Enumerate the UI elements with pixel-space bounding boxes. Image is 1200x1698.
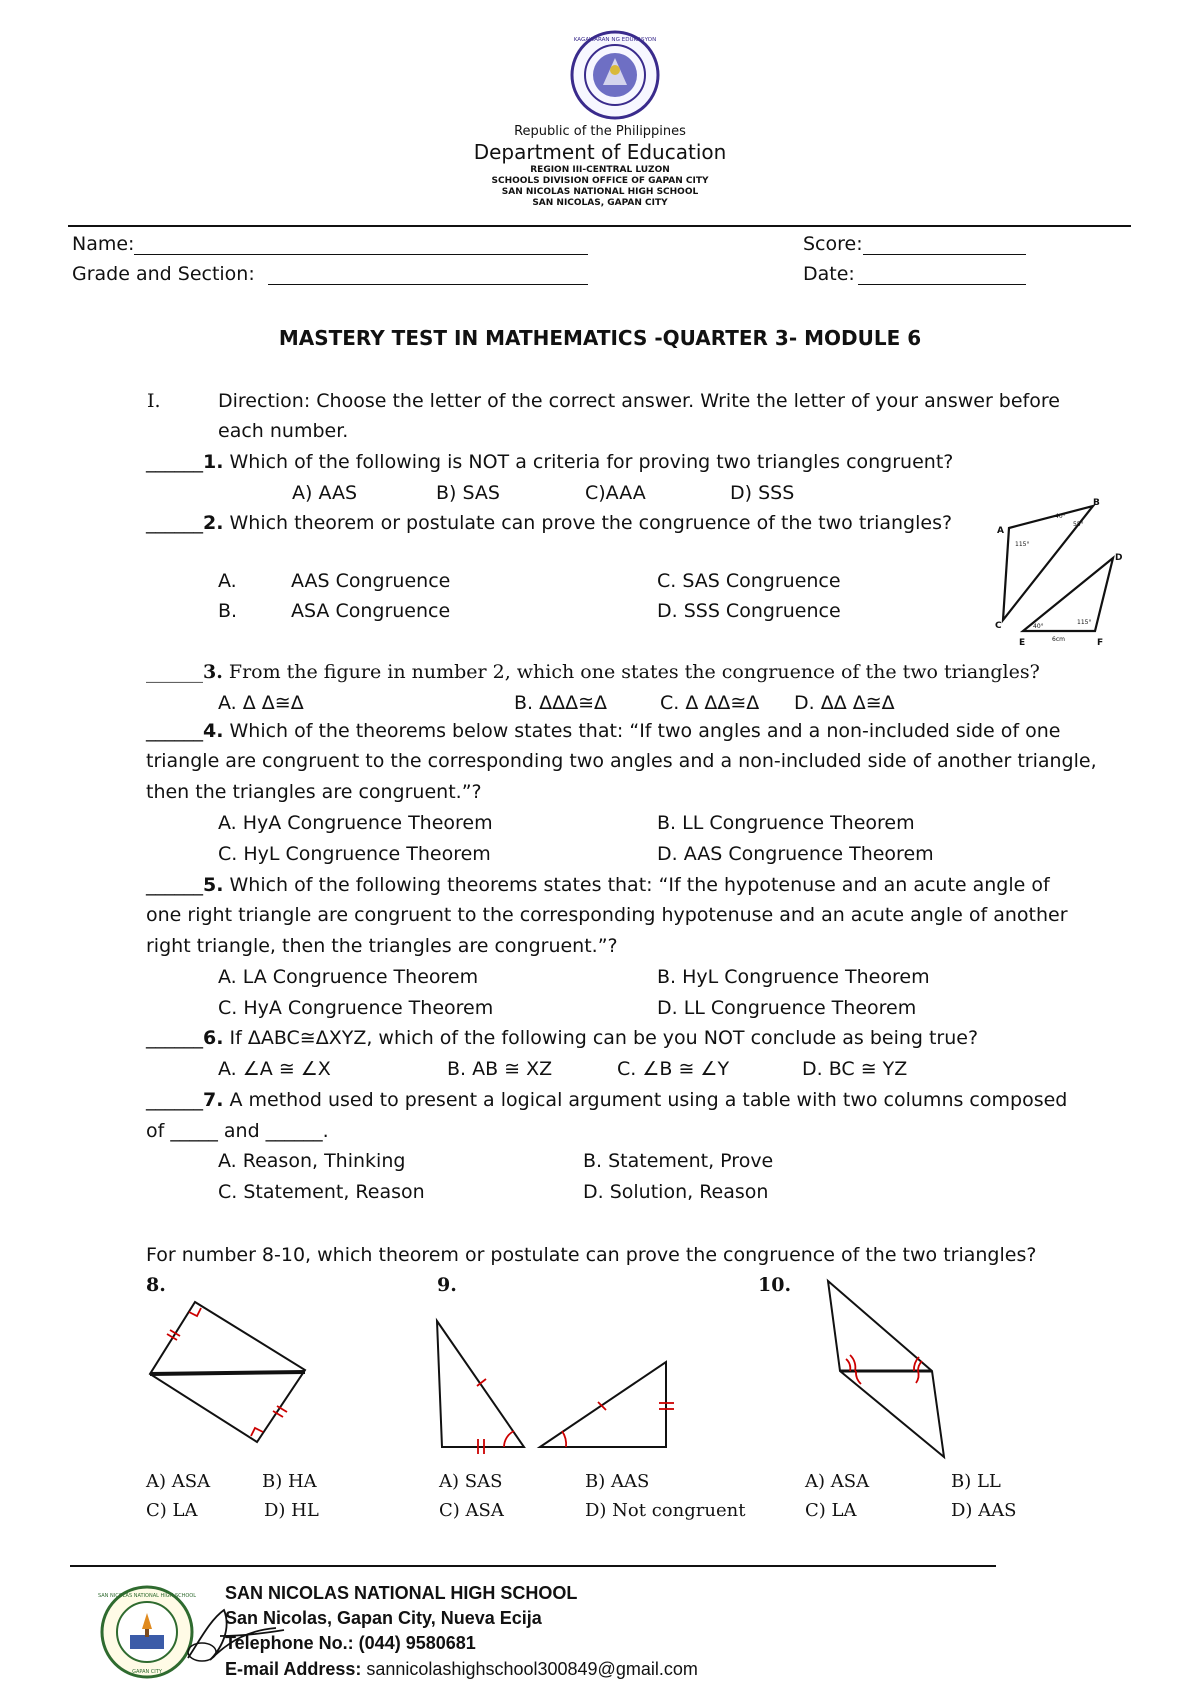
department-title: Department of Education xyxy=(473,140,727,164)
angle-label: 40° xyxy=(1055,513,1066,520)
q8-number: 8. xyxy=(146,1274,166,1296)
vertex-c: C xyxy=(995,621,1002,631)
q2-option-b[interactable]: ASA Congruence xyxy=(291,600,451,622)
vertex-a: A xyxy=(997,526,1004,536)
answer-blank[interactable]: ______ xyxy=(146,1027,203,1049)
q8-figure xyxy=(145,1300,315,1450)
direction-line-1: Direction: Choose the letter of the correct answer. Write the letter of your answer before xyxy=(218,390,1060,412)
question-2 xyxy=(146,512,952,534)
direction-line-2: each number. xyxy=(218,420,349,442)
q2-option-b-letter: B. xyxy=(218,600,238,622)
angle-label: 40° xyxy=(1033,623,1044,630)
q2-option-a-letter: A. xyxy=(218,570,237,592)
email-label: E-mail Address: xyxy=(225,1659,362,1679)
q4-text-line-2: triangle are congruent to the corresponding two angles and a non-included side of another triangle, xyxy=(146,750,1097,772)
q5-text-line-3: right triangle, then the triangles are congruent.”? xyxy=(146,935,618,957)
q1-option-c[interactable]: C)AAA xyxy=(585,482,646,504)
name-label: Name: xyxy=(72,233,135,255)
question-text: If ΔABC≅ΔXYZ, which of the following can be you NOT conclude as being true? xyxy=(223,1027,979,1049)
q5-option-d[interactable]: D. LL Congruence Theorem xyxy=(657,997,917,1019)
q8-option-d[interactable]: D) HL xyxy=(264,1500,319,1521)
answer-blank[interactable]: ______ xyxy=(146,720,203,742)
q1-option-b[interactable]: B) SAS xyxy=(436,482,500,504)
q7-text-line-2: of _____ and ______. xyxy=(146,1120,329,1142)
q4-option-b[interactable]: B. LL Congruence Theorem xyxy=(657,812,915,834)
footer-address: San Nicolas, Gapan City, Nueva Ecija xyxy=(225,1608,542,1628)
question-number: 4. xyxy=(203,720,224,742)
q3-option-a[interactable]: A. Δ Δ≅Δ xyxy=(218,692,304,714)
question-5 xyxy=(146,874,1050,896)
grade-label: Grade and Section: xyxy=(72,263,255,285)
region-text: REGION III-CENTRAL LUZON xyxy=(530,165,670,175)
q8-option-a[interactable]: A) ASA xyxy=(146,1471,211,1492)
q9-option-a[interactable]: A) SAS xyxy=(439,1471,503,1492)
question-number: 7. xyxy=(203,1089,224,1111)
question-number: 2. xyxy=(203,512,224,534)
header-divider xyxy=(68,225,1131,227)
footer-divider xyxy=(70,1565,996,1567)
question-text: Which of the following is NOT a criteria for proving two triangles congruent? xyxy=(223,451,954,473)
q4-text-line-3: then the triangles are congruent.”? xyxy=(146,781,482,803)
q10-option-c[interactable]: C) LA xyxy=(805,1500,857,1521)
vertex-d: D xyxy=(1115,553,1123,563)
vertex-e: E xyxy=(1019,638,1026,648)
angle-label: 115° xyxy=(1015,541,1030,548)
q9-option-c[interactable]: C) ASA xyxy=(439,1500,504,1521)
section-numeral: I. xyxy=(147,390,161,412)
question-7 xyxy=(146,1089,1067,1111)
q10-figure xyxy=(820,1275,970,1465)
republic-text: Republic of the Philippines xyxy=(514,124,686,139)
question-number: 3. xyxy=(203,661,223,683)
q1-option-a[interactable]: A) AAS xyxy=(292,482,358,504)
question-number: 1. xyxy=(203,451,224,473)
logo-city: GAPAN CITY xyxy=(132,1669,162,1675)
q6-option-a[interactable]: A. ∠A ≅ ∠X xyxy=(218,1058,331,1080)
q8-option-c[interactable]: C) LA xyxy=(146,1500,198,1521)
seal-text: KAGAWARAN NG EDUKASYON xyxy=(573,37,657,43)
date-label: Date: xyxy=(803,263,855,285)
q5-option-c[interactable]: C. HyA Congruence Theorem xyxy=(218,997,494,1019)
name-field[interactable] xyxy=(134,254,588,255)
q6-option-b[interactable]: B. AB ≅ XZ xyxy=(447,1058,553,1080)
address-text: SAN NICOLAS, GAPAN CITY xyxy=(532,198,668,208)
answer-blank[interactable]: ______ xyxy=(146,1089,203,1111)
q4-option-c[interactable]: C. HyL Congruence Theorem xyxy=(218,843,491,865)
grade-field[interactable] xyxy=(268,284,588,285)
answer-blank[interactable]: ______ xyxy=(146,661,203,683)
q1-option-d[interactable]: D) SSS xyxy=(730,482,795,504)
q9-figure xyxy=(430,1315,680,1465)
score-label: Score: xyxy=(803,233,863,255)
q9-option-b[interactable]: B) AAS xyxy=(585,1471,650,1492)
q2-option-c[interactable]: C. SAS Congruence xyxy=(657,570,841,592)
q10-option-d[interactable]: D) AAS xyxy=(951,1500,1017,1521)
phone-number: (044) 9580681 xyxy=(353,1633,476,1653)
q7-option-b[interactable]: B. Statement, Prove xyxy=(583,1150,774,1172)
school-text: SAN NICOLAS NATIONAL HIGH SCHOOL xyxy=(501,187,699,197)
footer-email xyxy=(225,1659,698,1680)
answer-blank[interactable]: ______ xyxy=(146,451,203,473)
q2-option-a[interactable]: AAS Congruence xyxy=(291,570,451,592)
phone-label: Telephone No.: xyxy=(225,1633,354,1653)
email-address[interactable]: sannicolashighschool300849@gmail.com xyxy=(361,1659,698,1679)
question-1 xyxy=(146,451,953,473)
q10-number: 10. xyxy=(758,1274,792,1296)
q2-triangles-figure xyxy=(995,500,1135,650)
angle-label: 115° xyxy=(1077,619,1092,626)
q5-option-a[interactable]: A. LA Congruence Theorem xyxy=(218,966,479,988)
question-6 xyxy=(146,1027,978,1049)
vertex-f: F xyxy=(1097,638,1104,648)
q8-option-b[interactable]: B) HA xyxy=(262,1471,317,1492)
q3-option-c[interactable]: C. Δ ΔΔ≅Δ xyxy=(660,692,760,714)
q3-option-b[interactable]: B. ΔΔΔ≅Δ xyxy=(514,692,608,714)
question-text: From the figure in number 2, which one states the congruence of the two triangles? xyxy=(222,661,1040,683)
q7-option-c[interactable]: C. Statement, Reason xyxy=(218,1181,425,1203)
question-text: Which of the theorems below states that: “If two angles and a non-included side of one xyxy=(223,720,1061,742)
q4-option-a[interactable]: A. HyA Congruence Theorem xyxy=(218,812,493,834)
q7-option-d[interactable]: D. Solution, Reason xyxy=(583,1181,769,1203)
q8-10-intro: For number 8-10, which theorem or postulate can prove the congruence of the two triangles? xyxy=(146,1244,1037,1266)
question-text: Which theorem or postulate can prove the congruence of the two triangles? xyxy=(223,512,953,534)
score-field[interactable] xyxy=(863,254,1026,255)
division-text: SCHOOLS DIVISION OFFICE OF GAPAN CITY xyxy=(491,176,709,186)
triangle-def xyxy=(1023,558,1113,631)
q5-option-b[interactable]: B. HyL Congruence Theorem xyxy=(657,966,930,988)
q7-option-a[interactable]: A. Reason, Thinking xyxy=(218,1150,406,1172)
question-number: 6. xyxy=(203,1027,224,1049)
q10-option-a[interactable]: A) ASA xyxy=(805,1471,870,1492)
date-field[interactable] xyxy=(858,284,1026,285)
q4-option-d[interactable]: D. AAS Congruence Theorem xyxy=(657,843,934,865)
vertex-b: B xyxy=(1093,498,1100,508)
angle-label: 55° xyxy=(1073,521,1084,528)
answer-blank[interactable]: ______ xyxy=(146,512,203,534)
q5-text-line-2: one right triangle are congruent to the corresponding hypotenuse and an acute angle of another xyxy=(146,904,1068,926)
q3-option-d[interactable]: D. ΔΔ Δ≅Δ xyxy=(794,692,895,714)
footer-phone xyxy=(225,1633,476,1654)
q9-number: 9. xyxy=(437,1274,457,1296)
q2-option-d[interactable]: D. SSS Congruence xyxy=(657,600,841,622)
question-4 xyxy=(146,720,1061,742)
answer-blank[interactable]: ______ xyxy=(146,874,203,896)
question-text: Which of the following theorems states that: “If the hypotenuse and an acute angle of xyxy=(223,874,1050,896)
deped-seal xyxy=(570,30,660,120)
q9-option-d[interactable]: D) Not congruent xyxy=(585,1500,746,1521)
side-label: 6cm xyxy=(1052,636,1065,643)
q10-option-b[interactable]: B) LL xyxy=(951,1471,1001,1492)
footer-school: SAN NICOLAS NATIONAL HIGH SCHOOL xyxy=(225,1583,578,1603)
page-title: MASTERY TEST IN MATHEMATICS -QUARTER 3- MODULE 6 xyxy=(278,326,922,350)
logo-text: SAN NICOLAS NATIONAL HIGH SCHOOL xyxy=(97,1593,197,1599)
question-number: 5. xyxy=(203,874,224,896)
q6-option-d[interactable]: D. BC ≅ YZ xyxy=(802,1058,908,1080)
question-3 xyxy=(146,661,1040,683)
question-text: A method used to present a logical argument using a table with two columns composed xyxy=(223,1089,1068,1111)
q6-option-c[interactable]: C. ∠B ≅ ∠Y xyxy=(617,1058,730,1080)
